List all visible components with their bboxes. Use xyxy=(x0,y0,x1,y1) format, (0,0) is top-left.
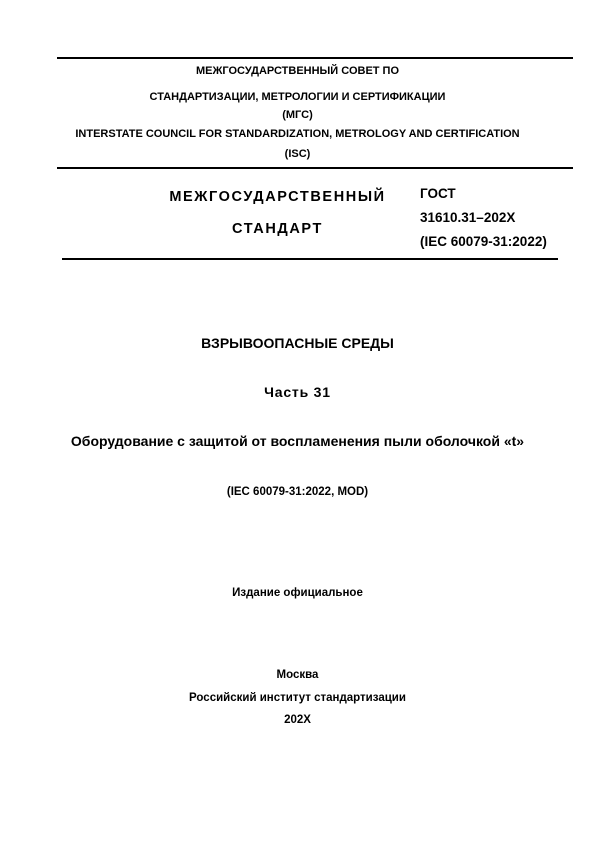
document-part: Часть 31 xyxy=(264,384,331,400)
imprint-publisher: Российский институт стандартизации xyxy=(189,692,406,704)
standard-type-line-1: МЕЖГОСУДАРСТВЕННЫЙ xyxy=(169,189,386,205)
council-name-en: INTERSTATE COUNCIL FOR STANDARDIZATION, METROLOGY AND CERTIFICATION xyxy=(75,128,520,140)
standard-designation-number: 31610.31–202Х xyxy=(420,210,516,225)
council-name-ru-line-1: МЕЖГОСУДАРСТВЕННЫЙ СОВЕТ ПО xyxy=(195,65,400,77)
imprint-city: Москва xyxy=(276,669,319,681)
council-name-ru-line-2: СТАНДАРТИЗАЦИИ, МЕТРОЛОГИИ И СЕРТИФИКАЦИИ xyxy=(149,91,446,103)
document-title: ВЗРЫВООПАСНЫЕ СРЕДЫ xyxy=(201,335,394,351)
imprint-year: 202Х xyxy=(284,714,311,726)
standard-designation-iec: (IEC 60079-31:2022) xyxy=(420,234,547,249)
top-rule xyxy=(57,57,573,59)
edition-label: Издание официальное xyxy=(232,587,363,599)
standard-type-line-2: СТАНДАРТ xyxy=(232,221,323,237)
standard-block-rule xyxy=(62,258,558,260)
council-abbr-en: (ISC) xyxy=(284,148,311,160)
standard-designation-gost: ГОСТ xyxy=(420,186,456,201)
identical-standard-reference: (IEC 60079-31:2022, MOD) xyxy=(226,486,369,498)
document-subtitle: Оборудование с защитой от воспламенения пыли оболочкой «t» xyxy=(70,433,525,449)
header-bottom-rule xyxy=(57,167,573,169)
council-abbr-ru: (МГС) xyxy=(282,109,313,121)
